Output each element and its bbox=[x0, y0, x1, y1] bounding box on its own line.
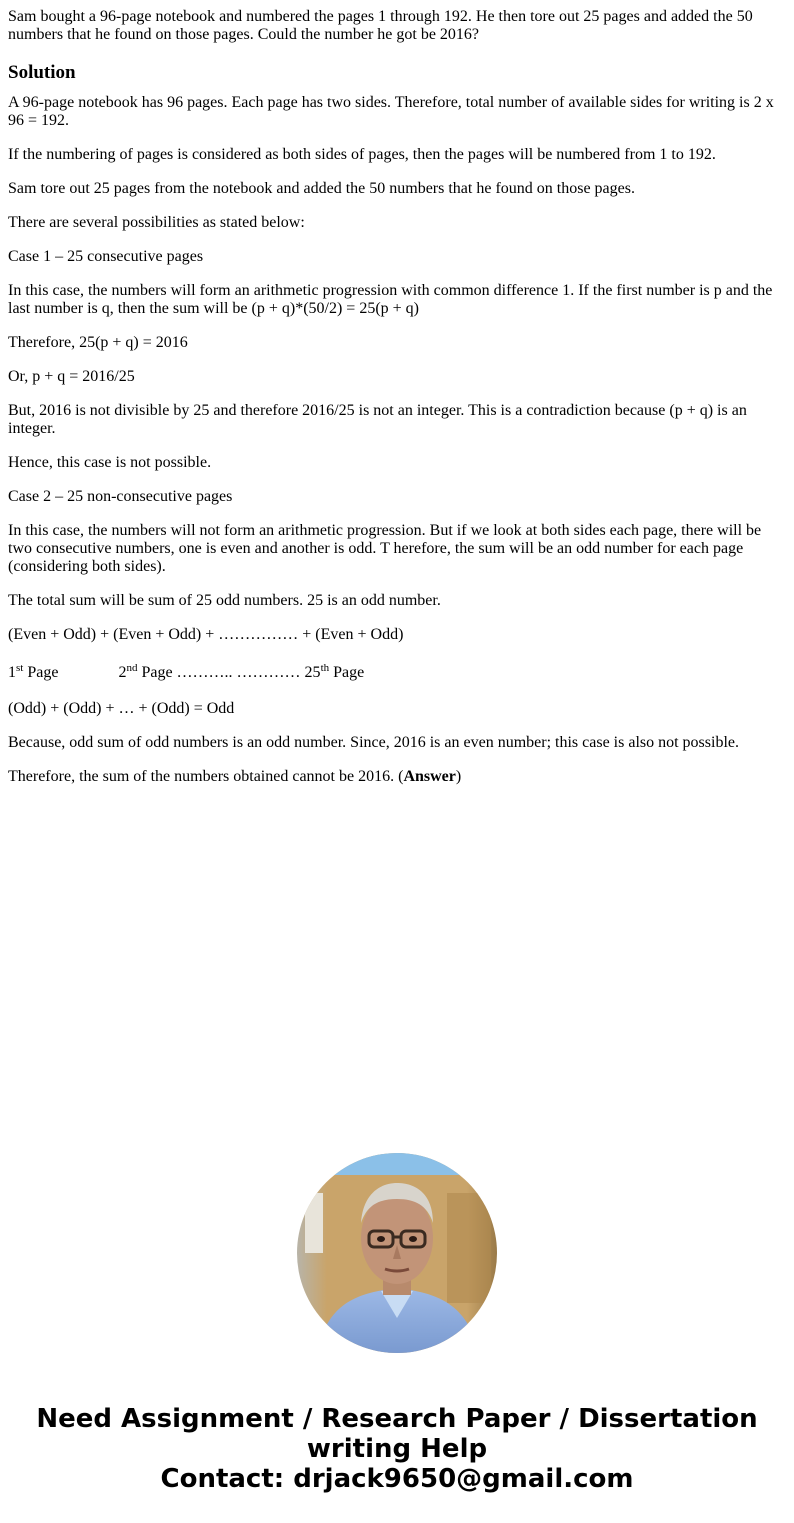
page-label-gap bbox=[58, 664, 118, 681]
paragraph: Sam tore out 25 pages from the notebook and added the 50 numbers that he found on those pages. bbox=[8, 180, 635, 197]
equation: (Even + Odd) + (Even + Odd) + …………… + (Even + Odd) bbox=[8, 626, 404, 643]
page-label-text: Page bbox=[329, 664, 365, 681]
ordinal-superscript: th bbox=[320, 662, 330, 674]
page-labels-row bbox=[8, 664, 786, 682]
paragraph: In this case, the numbers will not form an arithmetic progression. But if we look at both sides each page, there will be two consecutive numbers, one is even and another is odd. T herefore, the sum will be an odd number for each page (considering both sides). bbox=[8, 522, 762, 575]
case-2-heading: Case 2 – 25 non-consecutive pages bbox=[8, 488, 233, 505]
paragraph: The total sum will be sum of 25 odd numbers. 25 is an odd number. bbox=[8, 592, 441, 609]
paragraph: Because, odd sum of odd numbers is an odd number. Since, 2016 is an even number; this case is also not possible. bbox=[8, 734, 739, 751]
ordinal-superscript: st bbox=[16, 662, 24, 674]
conclusion-close: ) bbox=[455, 768, 462, 785]
case-1-heading: Case 1 – 25 consecutive pages bbox=[8, 248, 204, 265]
equation: (Odd) + (Odd) + … + (Odd) = Odd bbox=[8, 700, 235, 717]
banner-line: Need Assignment / Research Paper / Dissertation bbox=[36, 1404, 758, 1434]
equation: Or, p + q = 2016/25 bbox=[8, 368, 135, 385]
paragraph: In this case, the numbers will form an arithmetic progression with common difference 1. If the first number is p and the last number is q, then the sum will be (p + q)*(50/2) = 25(p + q) bbox=[8, 282, 773, 317]
page-label-number: 1 bbox=[8, 664, 16, 681]
answer-label: Answer bbox=[403, 768, 456, 785]
conclusion-text: Therefore, the sum of the numbers obtained cannot be 2016. ( bbox=[8, 768, 404, 785]
contact-banner bbox=[0, 1404, 794, 1494]
paragraph: A 96-page notebook has 96 pages. Each page has two sides. Therefore, total number of available sides for writing is 2 x 96 = 192. bbox=[8, 94, 774, 129]
banner-line: writing Help bbox=[306, 1434, 488, 1464]
paragraph: But, 2016 is not divisible by 25 and therefore 2016/25 is not an integer. This is a contradiction because (p + q) is an integer. bbox=[8, 402, 747, 437]
paragraph: There are several possibilities as stated below: bbox=[8, 214, 305, 231]
solution-heading: Solution bbox=[8, 62, 76, 83]
conclusion bbox=[8, 768, 786, 786]
contact-email: Contact: drjack9650@gmail.com bbox=[160, 1464, 634, 1494]
question-text: Sam bought a 96-page notebook and numbered the pages 1 through 192. He then tore out 25 pages and added the 50 numbers that he found on those pages. Could the number he got be 2016? bbox=[8, 8, 753, 43]
paragraph: If the numbering of pages is considered as both sides of pages, then the pages will be numbered from 1 to 192. bbox=[8, 146, 716, 163]
equation: Therefore, 25(p + q) = 2016 bbox=[8, 334, 188, 351]
page-label-text: Page ……….. ………… 25 bbox=[137, 664, 321, 681]
paragraph: Hence, this case is not possible. bbox=[8, 454, 212, 471]
document-body bbox=[8, 8, 786, 802]
ordinal-superscript: nd bbox=[126, 662, 138, 674]
page-label-text: Page bbox=[23, 664, 59, 681]
author-avatar bbox=[297, 1153, 497, 1353]
author-portrait-icon bbox=[297, 1153, 497, 1353]
page-label-number: 2 bbox=[118, 664, 127, 681]
